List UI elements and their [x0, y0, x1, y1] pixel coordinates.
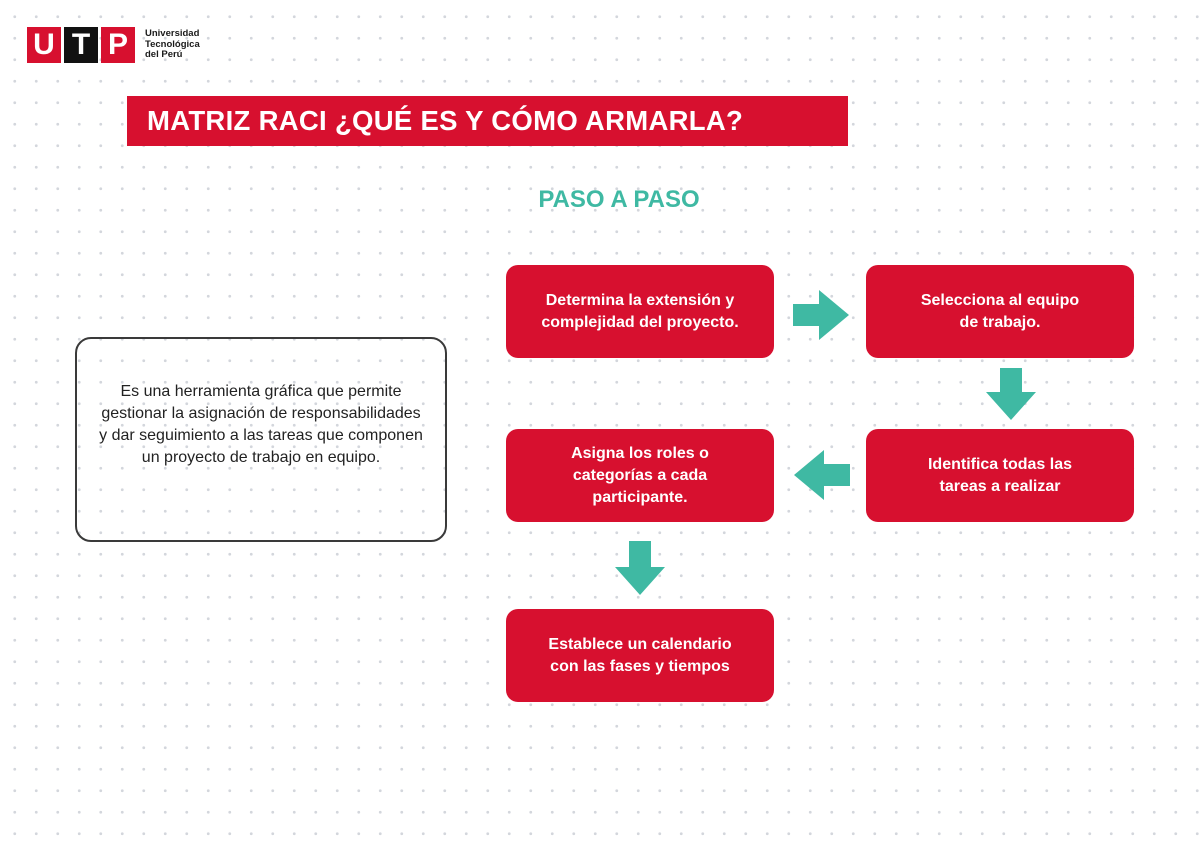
logo-letter-t: T	[64, 27, 98, 63]
step-3-box	[866, 429, 1134, 522]
page-title: MATRIZ RACI ¿QUÉ ES Y CÓMO ARMARLA?	[127, 96, 848, 146]
arrow-right-icon	[793, 290, 849, 340]
logo-line-1: Universidad	[145, 28, 200, 40]
logo-letter-u: U	[27, 27, 61, 63]
step-1-box	[506, 265, 774, 358]
step-5-text: Establece un calendario con las fases y tiempos	[548, 635, 732, 675]
description-box	[75, 337, 447, 542]
step-4-box	[506, 429, 774, 522]
utp-logo	[27, 27, 200, 63]
step-3-text: Identifica todas las tareas a realizar	[927, 455, 1073, 495]
step-2-text: Selecciona al equipo de trabajo.	[920, 291, 1080, 331]
step-2-box	[866, 265, 1134, 358]
step-1-text: Determina la extensión y complejidad del proyecto.	[541, 291, 739, 331]
step-4-text: Asigna los roles o categorías a cada participante.	[571, 444, 709, 506]
step-5-box	[506, 609, 774, 702]
logo-line-2: Tecnológica	[145, 38, 200, 50]
description-text: Es una herramienta gráfica que permite gestionar la asignación de responsabilidades y dar seguimiento a las tareas que componen un proyecto de trabajo en equipo.	[99, 382, 423, 466]
logo-line-3: del Perú	[145, 49, 183, 61]
logo-letter-p: P	[101, 27, 135, 63]
logo-wordmark	[145, 29, 200, 61]
arrow-left-icon	[794, 450, 850, 500]
arrow-down-icon	[615, 541, 665, 595]
arrow-down-icon	[986, 368, 1036, 420]
section-subtitle: PASO A PASO	[538, 186, 700, 213]
